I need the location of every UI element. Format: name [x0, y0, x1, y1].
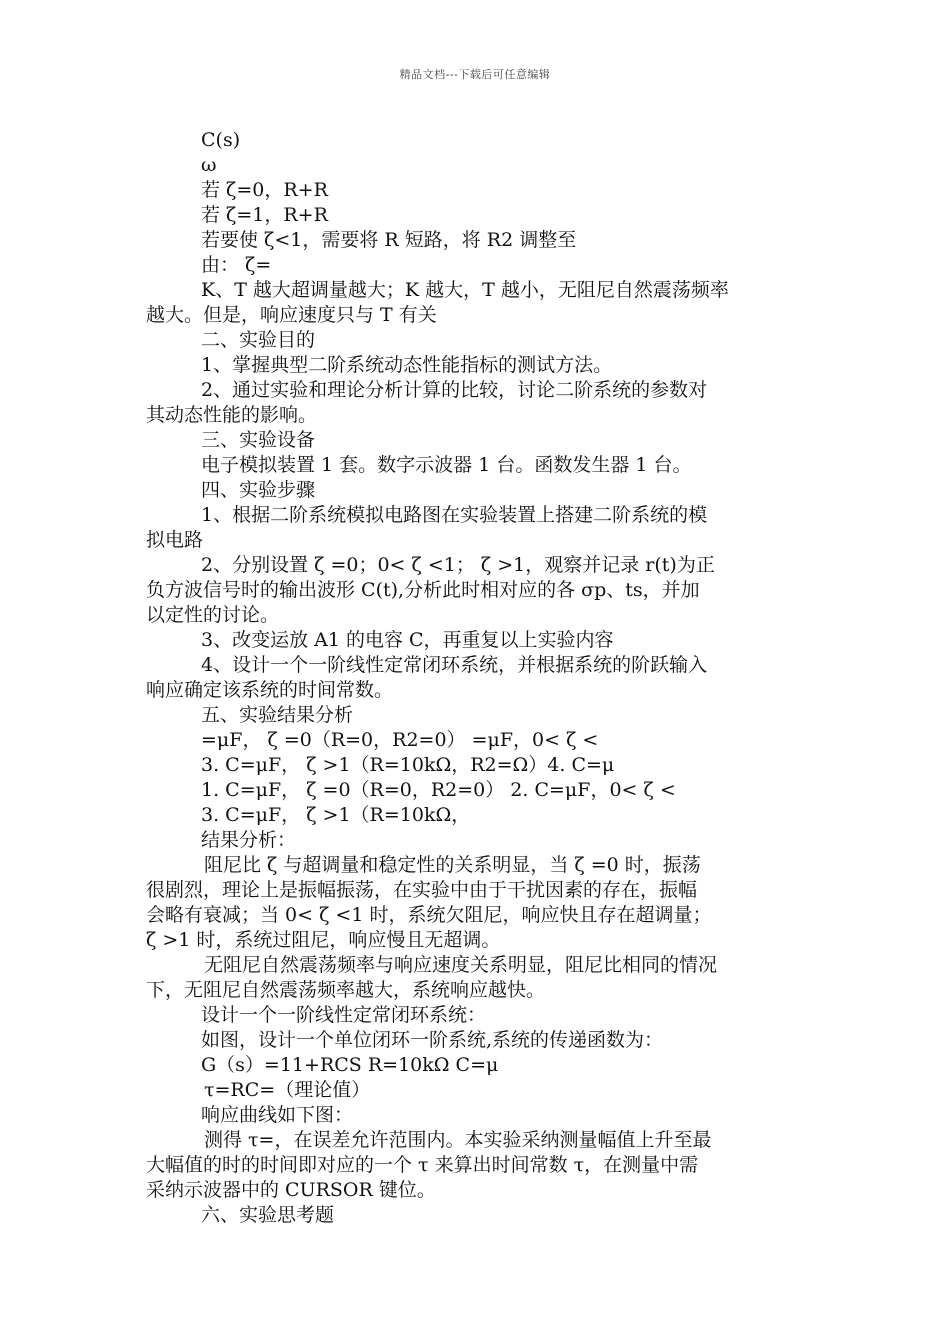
text-line: 会略有衰减；当 0< ζ <1 时，系统欠阻尼，响应快且存在超调量； [146, 904, 712, 926]
text-line: 3、改变运放 A1 的电容 C，再重复以上实验内容 [201, 629, 614, 651]
text-line: 若要使 ζ<1，需要将 R 短路，将 R2 调整至 [201, 229, 577, 251]
text-line: 采纳示波器中的 CURSOR 键位。 [146, 1179, 436, 1201]
text-line: 大幅值的时的时间即对应的一个 τ 来算出时间常数 τ，在测量中需 [146, 1154, 699, 1176]
text-line: =μF， ζ =0（R=0，R2=0） =μF，0< ζ < [201, 729, 599, 751]
text-line: 很剧烈，理论上是振幅振荡，在实验中由于干扰因素的存在，振幅 [146, 879, 698, 901]
text-line: 1. C=μF， ζ =0（R=0，R2=0） 2. C=μF，0< ζ < [201, 779, 676, 801]
text-line: 由： ζ= [201, 254, 272, 276]
text-line: 响应曲线如下图： [201, 1104, 354, 1126]
text-line: 阻尼比 ζ 与超调量和稳定性的关系明显，当 ζ =0 时，振荡 [204, 854, 701, 876]
text-line: τ=RC=（理论值） [204, 1079, 371, 1101]
text-line: 2、分别设置 ζ =0；0< ζ <1； ζ >1，观察并记录 r(t)为正 [201, 554, 715, 576]
document-body [146, 128, 808, 1228]
text-line: ω [201, 154, 217, 176]
text-line: 越大。但是，响应速度只与 T 有关 [146, 304, 437, 326]
text-line: 3. C=μF， ζ >1（R=10kΩ，R2=Ω）4. C=μ [201, 754, 615, 776]
text-line: 2、通过实验和理论分析计算的比较，讨论二阶系统的参数对 [201, 379, 708, 401]
text-line: 其动态性能的影响。 [146, 404, 318, 426]
text-line: 如图，设计一个单位闭环一阶系统,系统的传递函数为： [201, 1029, 664, 1051]
text-line: 拟电路 [146, 529, 204, 551]
text-line: G（s）=11+RCS R=10kΩ C=μ [201, 1054, 499, 1076]
section-heading: 五、实验结果分析 [201, 704, 354, 726]
section-heading: 三、实验设备 [201, 429, 316, 451]
text-line: 响应确定该系统的时间常数。 [146, 679, 394, 701]
text-line: 1、根据二阶系统模拟电路图在实验装置上搭建二阶系统的模 [201, 504, 708, 526]
page-header: 精品文档---下载后可任意编辑 [399, 68, 551, 81]
text-line: 无阻尼自然震荡频率与响应速度关系明显，阻尼比相同的情况 [204, 954, 718, 976]
section-heading: 四、实验步骤 [201, 479, 316, 501]
text-line: ζ >1 时，系统过阻尼，响应慢且无超调。 [146, 929, 501, 951]
text-line: 负方波信号时的输出波形 C(t),分析此时相对应的各 σp、ts，并加 [146, 579, 700, 601]
text-line: 若 ζ=1，R+R [201, 204, 328, 226]
text-line: 若 ζ=0，R+R [201, 179, 328, 201]
text-line: 1、掌握典型二阶系统动态性能指标的测试方法。 [201, 354, 613, 376]
text-line: K、T 越大超调量越大；K 越大，T 越小，无阻尼自然震荡频率 [201, 279, 729, 301]
text-line: 3. C=μF， ζ >1（R=10kΩ， [201, 804, 471, 826]
text-line: 下，无阻尼自然震荡频率越大，系统响应越快。 [146, 979, 546, 1001]
text-line: 以定性的讨论。 [146, 604, 280, 626]
text-line: 电子模拟装置 1 套。数字示波器 1 台。函数发生器 1 台。 [201, 454, 692, 476]
section-heading: 二、实验目的 [201, 329, 316, 351]
text-line: C(s) [201, 129, 241, 151]
text-line: 测得 τ=，在误差允许范围内。本实验采纳测量幅值上升至最 [204, 1129, 712, 1151]
text-line: 4、设计一个一阶线性定常闭环系统，并根据系统的阶跃输入 [201, 654, 708, 676]
text-line: 设计一个一阶线性定常闭环系统： [201, 1004, 487, 1026]
section-heading: 六、实验思考题 [201, 1204, 335, 1226]
text-line: 结果分析： [201, 829, 297, 851]
